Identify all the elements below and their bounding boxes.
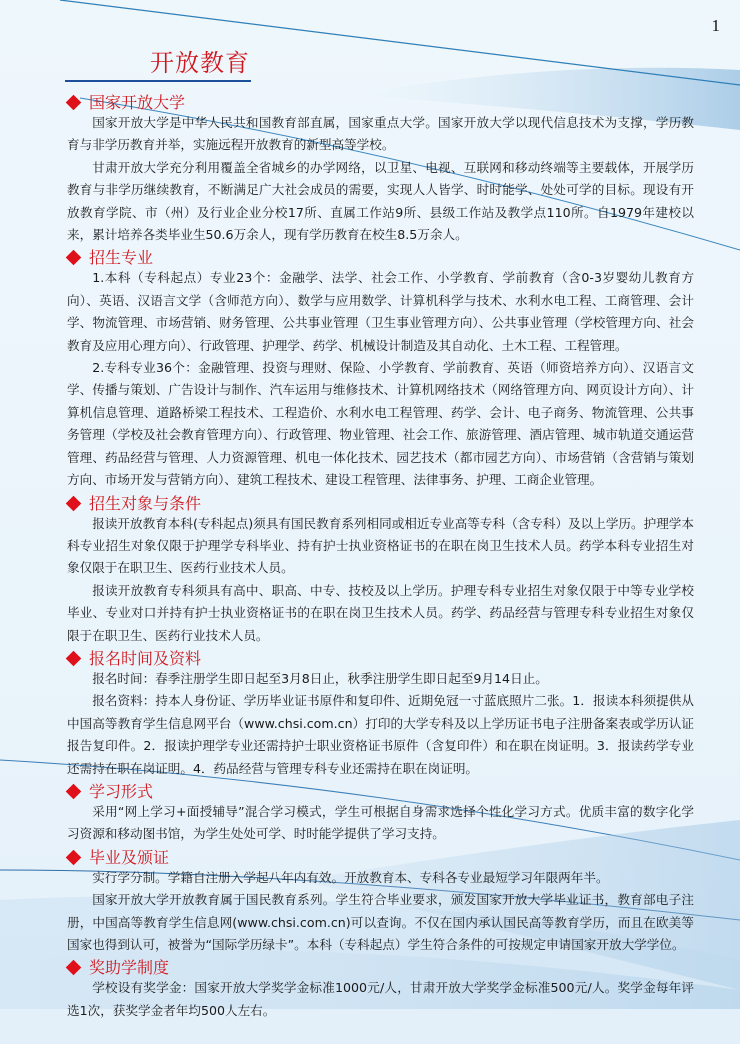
section-learning-mode <box>64 782 694 846</box>
paragraph: 甘肃开放大学充分利用覆盖全省城乡的办学网络，以卫星、电视、互联网和移动终端等主要载体，开展学历教育与非学历继续教育，不断满足广大社会成员的需要，实现人人皆学、时时能学、处处可学的目标。现设有开放教育学院、市（州）及行业企业分校17所、直属工作站9所、县级工作站及教学点110所。自1979年建校以来，累计培养各类毕业生50.6万余人，现有学历教育在校生8.5万余人。 <box>67 159 694 243</box>
section-national-open-university <box>64 93 694 246</box>
paragraph: 1.本科（专科起点）专业23个：金融学、法学、社会工作、小学教育、学前教育（含0-3岁婴幼儿教育方向）、英语、汉语言文学（含师范方向）、数学与应用数学、计算机科学与技术、水利水电工程、工商管理、会计学、物流管理、市场营销、财务管理、公共事业管理（卫生事业管理方向）、公共事业管理（学校管理方向、社会教育及应用心理方向）、行政管理、护理学、药学、机械设计制造及其自动化、土木工程、工程管理。 <box>67 270 694 353</box>
diamond-bullet-icon <box>66 960 82 976</box>
paragraph: 报名资料：持本人身份证、学历毕业证书原件和复印件、近期免冠一寸蓝底照片二张。1．报读本科须提供从中国高等教育学生信息网平台（www.chsi.com.cn）打印的大学专科及以上学历证书电子注册备案表或学历认证报告复印件。2．报读护理学专业还需持护士职业资格证书原件（含复印件）和在职在岗证明。3．报读药学专业还需持在职在岗证明。4．药品经营与管理专科专业还需持在职在岗证明。 <box>67 693 694 776</box>
paragraph: 采用“网上学习+面授辅导”混合学习模式，学生可根据自身需求选择个性化学习方式。优质丰富的数字化学习资源和移动图书馆，为学生处处可学、时时能学提供了学习支持。 <box>67 803 694 842</box>
section-registration <box>64 649 694 780</box>
section-heading: 报名时间及资料 <box>89 648 202 668</box>
section-scholarship <box>64 958 694 1022</box>
section-heading: 毕业及颁证 <box>89 847 170 867</box>
section-heading: 国家开放大学 <box>89 93 186 112</box>
diamond-bullet-icon <box>66 495 82 511</box>
section-heading: 学习形式 <box>89 781 154 801</box>
section-heading: 招生专业 <box>89 248 154 268</box>
diamond-bullet-icon <box>66 850 82 866</box>
paragraph: 报名时间：春季注册学生即日起至3月8日止，秋季注册学生即日起至9月14日止。 <box>92 670 548 686</box>
page-number: 1 <box>711 16 720 35</box>
paragraph: 实行学分制。学籍自注册入学起八年内有效。开放教育本、专科各专业最短学习年限两年半。 <box>92 869 609 885</box>
page-content <box>64 0 694 1044</box>
diamond-bullet-icon <box>66 651 82 667</box>
section-majors <box>64 248 694 491</box>
section-heading: 招生对象与条件 <box>89 493 202 513</box>
paragraph: 国家开放大学是中华人民共和国教育部直属，国家重点大学。国家开放大学以现代信息技术为支撑，学历教育与非学历教育并举，实施远程开放教育的新型高等学校。 <box>67 115 694 153</box>
paragraph: 报读开放教育本科(专科起点)须具有国民教育系列相同或相近专业高等专科（含专科）及以上学历。护理学本科专业招生对象仅限于护理学专科毕业、持有护士执业资格证书的在职在岗卫生技术人员。药学本科专业招生对象仅限于在职卫生、医药行业技术人员。 <box>67 515 694 576</box>
paragraph: 2.专科专业36个：金融管理、投资与理财、保险、小学教育、学前教育、英语（师资培养方向）、汉语言文学、传播与策划、广告设计与制作、汽车运用与维修技术、计算机网络技术（网络管理方向、网页设计方向）、计算机信息管理、道路桥梁工程技术、工程造价、水利水电工程管理、药学、会计、电子商务、物流管理、公共事务管理（学校及社会教育管理方向）、行政管理、物业管理、社会工作、旅游管理、酒店管理、城市轨道交通运营管理、药品经营与管理、人力资源管理、机电一体化技术、园艺技术（都市园艺方向）、市场营销（含营销与策划方向、市场开发与营销方向）、建筑工程技术、建设工程管理、法律事务、护理、工商企业管理。 <box>67 360 694 488</box>
diamond-bullet-icon <box>66 250 82 266</box>
page-title: 开放教育 <box>150 49 250 77</box>
paragraph: 学校设有奖学金：国家开放大学奖学金标准1000元/人，甘肃开放大学奖学金标准500元/人。奖学金每年评选1次，获奖学金者年均500人左右。 <box>67 980 694 1018</box>
diamond-bullet-icon <box>66 95 82 111</box>
section-graduation <box>64 848 694 957</box>
diamond-bullet-icon <box>66 784 82 800</box>
paragraph: 国家开放大学开放教育属于国民教育系列。学生符合毕业要求，颁发国家开放大学毕业证书，教育部电子注册，中国高等教育学生信息网(www.chsi.com.cn)可以查询。不仅在国内承认国民高等教育学历，而且在欧美等国家也得到认可，被誉为“国际学历绿卡”。本科（专科起点）学生符合条件的可按规定申请国家开放大学学位。 <box>67 892 694 952</box>
section-heading: 奖助学制度 <box>89 958 170 978</box>
section-eligibility <box>64 494 694 647</box>
paragraph: 报读开放教育专科须具有高中、职高、中专、技校及以上学历。护理专科专业招生对象仅限于中等专业学校毕业、专业对口并持有护士执业资格证书的在职在岗卫生技术人员。药学、药品经营与管理专科专业招生对象仅限于在职卫生、医药行业技术人员。 <box>67 582 694 643</box>
